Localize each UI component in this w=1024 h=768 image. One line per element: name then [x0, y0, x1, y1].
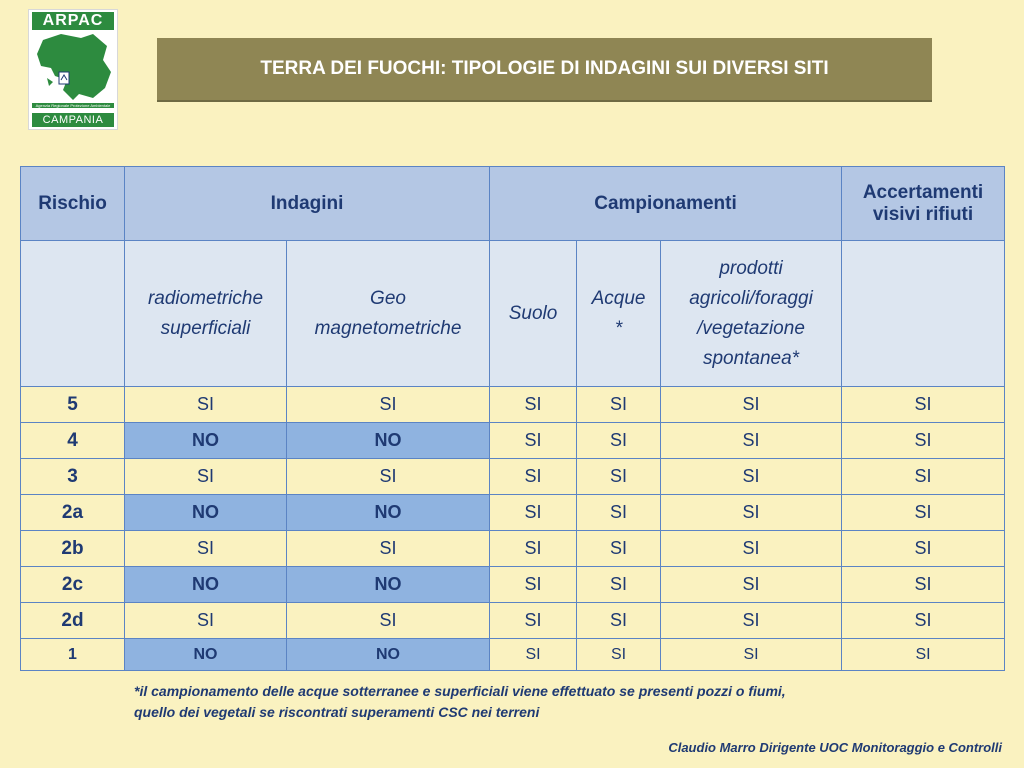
- subheader-radiometriche-line2: superficiali: [160, 317, 251, 339]
- radiometriche-cell: SI: [125, 387, 287, 423]
- accertamenti-cell: SI: [842, 423, 1005, 459]
- footnote-line2: quello dei vegetali se riscontrati superamenti CSC nei terreni: [134, 704, 540, 720]
- accertamenti-cell: SI: [842, 567, 1005, 603]
- header-indagini: Indagini: [125, 167, 490, 241]
- accertamenti-cell: SI: [842, 495, 1005, 531]
- radiometriche-cell: NO: [125, 639, 287, 671]
- radiometriche-cell: SI: [125, 531, 287, 567]
- subheader-prodotti: [661, 241, 842, 387]
- subheader-suolo: Suolo: [490, 241, 577, 387]
- radiometriche-cell: NO: [125, 423, 287, 459]
- subheader-geo: [287, 241, 490, 387]
- geo-cell: NO: [287, 639, 490, 671]
- acque-cell: SI: [577, 495, 661, 531]
- risk-cell: 1: [21, 639, 125, 671]
- table-row: [21, 603, 1005, 639]
- subheader-prodotti-line3: /vegetazione: [697, 317, 805, 339]
- header-accertamenti-line1: Accertamenti: [862, 181, 984, 203]
- suolo-cell: SI: [490, 603, 577, 639]
- radiometriche-cell: SI: [125, 603, 287, 639]
- geo-cell: SI: [287, 531, 490, 567]
- subheader-prodotti-line2: agricoli/foraggi: [689, 287, 813, 309]
- table-header-row: [21, 167, 1005, 241]
- prodotti-cell: SI: [661, 495, 842, 531]
- risk-cell: 2a: [21, 495, 125, 531]
- header-rischio: Rischio: [21, 167, 125, 241]
- radiometriche-cell: NO: [125, 567, 287, 603]
- table-row: [21, 423, 1005, 459]
- risk-cell: 4: [21, 423, 125, 459]
- risk-cell: 2c: [21, 567, 125, 603]
- suolo-cell: SI: [490, 423, 577, 459]
- table-subheader-row: [21, 241, 1005, 387]
- acque-cell: SI: [577, 531, 661, 567]
- accertamenti-cell: SI: [842, 387, 1005, 423]
- table-row: [21, 495, 1005, 531]
- geo-cell: NO: [287, 567, 490, 603]
- subheader-empty-risk: [21, 241, 125, 387]
- accertamenti-cell: SI: [842, 603, 1005, 639]
- survey-table: [20, 166, 1005, 671]
- subheader-acque: [577, 241, 661, 387]
- logo-bottom-text: CAMPANIA: [32, 113, 114, 127]
- table-row: [21, 459, 1005, 495]
- acque-cell: SI: [577, 639, 661, 671]
- logo-small-text: Agenzia Regionale Protezione Ambientale: [32, 103, 114, 108]
- geo-cell: SI: [287, 603, 490, 639]
- geo-cell: SI: [287, 459, 490, 495]
- geo-cell: NO: [287, 495, 490, 531]
- table-row: [21, 639, 1005, 671]
- subheader-acque-line1: Acque: [591, 287, 646, 309]
- subheader-geo-line1: Geo: [370, 287, 406, 309]
- table-row: [21, 387, 1005, 423]
- acque-cell: SI: [577, 567, 661, 603]
- prodotti-cell: SI: [661, 603, 842, 639]
- accertamenti-cell: SI: [842, 531, 1005, 567]
- subheader-prodotti-line1: prodotti: [719, 257, 783, 279]
- header-accertamenti-line2: visivi rifiuti: [872, 203, 974, 225]
- suolo-cell: SI: [490, 495, 577, 531]
- table-row: [21, 567, 1005, 603]
- header-accertamenti: [842, 167, 1005, 241]
- radiometriche-cell: SI: [125, 459, 287, 495]
- subheader-empty-accertamenti: [842, 241, 1005, 387]
- subheader-geo-line2: magnetometriche: [314, 317, 462, 339]
- acque-cell: SI: [577, 423, 661, 459]
- risk-cell: 5: [21, 387, 125, 423]
- header-campionamenti: Campionamenti: [490, 167, 842, 241]
- footnote-line1: *il campionamento delle acque sotterranee e superficiali viene effettuato se presenti pozzi o fiumi,: [134, 683, 786, 699]
- suolo-cell: SI: [490, 531, 577, 567]
- geo-cell: SI: [287, 387, 490, 423]
- prodotti-cell: SI: [661, 567, 842, 603]
- subheader-radiometriche-line1: radiometriche: [147, 287, 264, 309]
- radiometriche-cell: NO: [125, 495, 287, 531]
- arpac-logo: [28, 9, 118, 130]
- risk-cell: 2d: [21, 603, 125, 639]
- logo-top-text: ARPAC: [32, 12, 114, 30]
- prodotti-cell: SI: [661, 531, 842, 567]
- prodotti-cell: SI: [661, 639, 842, 671]
- prodotti-cell: SI: [661, 423, 842, 459]
- geo-cell: NO: [287, 423, 490, 459]
- suolo-cell: SI: [490, 639, 577, 671]
- risk-cell: 3: [21, 459, 125, 495]
- subheader-radiometriche: [125, 241, 287, 387]
- acque-cell: SI: [577, 387, 661, 423]
- acque-cell: SI: [577, 459, 661, 495]
- page-title: TERRA DEI FUOCHI: TIPOLOGIE DI INDAGINI SUI DIVERSI SITI: [157, 38, 932, 102]
- subheader-acque-line2: *: [614, 317, 623, 339]
- risk-cell: 2b: [21, 531, 125, 567]
- footnote: [134, 681, 995, 723]
- accertamenti-cell: SI: [842, 459, 1005, 495]
- suolo-cell: SI: [490, 387, 577, 423]
- author-signature: Claudio Marro Dirigente UOC Monitoraggio e Controlli: [668, 740, 1002, 755]
- table-row: [21, 531, 1005, 567]
- campania-map-icon: [33, 32, 113, 102]
- prodotti-cell: SI: [661, 387, 842, 423]
- suolo-cell: SI: [490, 567, 577, 603]
- prodotti-cell: SI: [661, 459, 842, 495]
- suolo-cell: SI: [490, 459, 577, 495]
- subheader-prodotti-line4: spontanea*: [702, 347, 800, 369]
- accertamenti-cell: SI: [842, 639, 1005, 671]
- acque-cell: SI: [577, 603, 661, 639]
